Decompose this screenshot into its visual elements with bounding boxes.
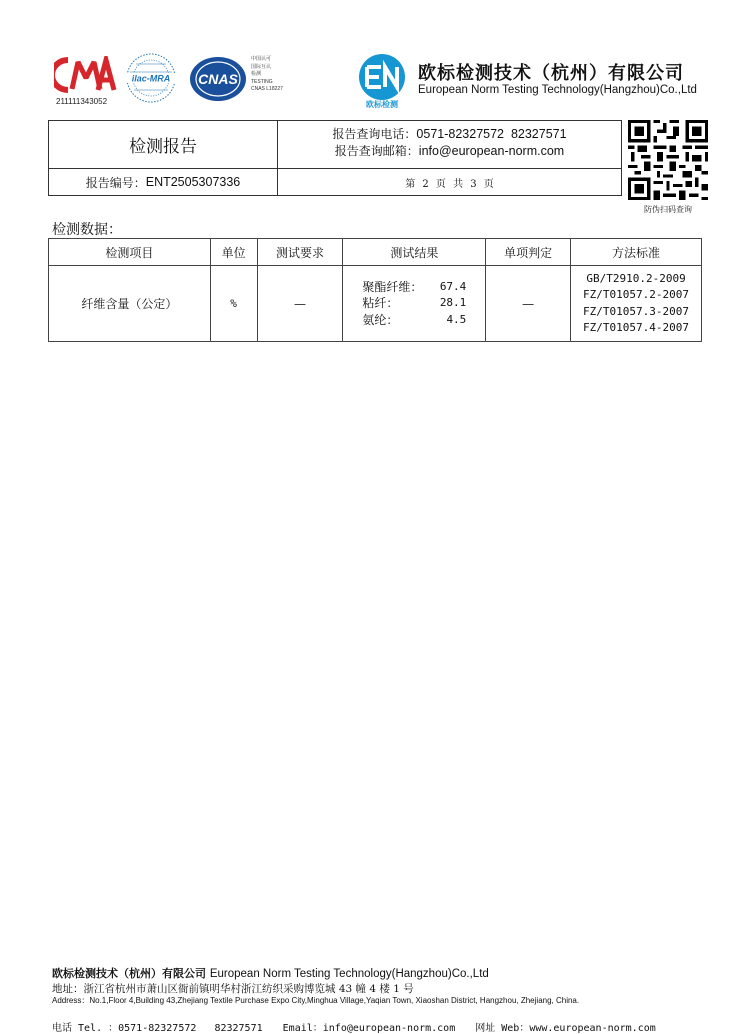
result-line bbox=[362, 279, 466, 296]
column-header: 单项判定 bbox=[486, 239, 571, 266]
page-info: 第 2 页 共 3 页 bbox=[405, 178, 494, 190]
column-header: 方法标准 bbox=[571, 239, 702, 266]
svg-text:CNAS: CNAS bbox=[198, 71, 238, 87]
test-data-table bbox=[48, 238, 702, 342]
phone-label: 报告查询电话： bbox=[332, 127, 417, 141]
company-name-en: European Norm Testing Technology(Hangzhou)Co.,Ltd bbox=[418, 84, 697, 96]
unit-cell: % bbox=[210, 266, 257, 342]
email-value: info@european-norm.com bbox=[418, 144, 565, 158]
method-list bbox=[571, 271, 701, 336]
footer-email: Email：info@european-norm.com bbox=[282, 1023, 456, 1034]
phone-value: 0571-82327572 82327571 bbox=[416, 127, 567, 141]
column-header: 检测项目 bbox=[49, 239, 211, 266]
column-header: 测试要求 bbox=[257, 239, 343, 266]
cma-number: 211111343052 bbox=[56, 97, 108, 106]
report-number-value: ENT2505307336 bbox=[145, 175, 241, 189]
footer-contact bbox=[52, 1007, 656, 1034]
report-contact bbox=[278, 126, 621, 160]
footer-company-en: European Norm Testing Technology(Hangzhou)Co.,Ltd bbox=[209, 968, 489, 980]
qr-code-icon bbox=[628, 120, 708, 200]
method-standard: FZ/T01057.3-2007 bbox=[583, 304, 690, 318]
report-header-box bbox=[48, 120, 622, 196]
footer-company-cn: 欧标检测技术（杭州）有限公司 bbox=[52, 967, 206, 980]
cnas-caption: 中国认可 国际互认 检测 TESTING CNAS L18227 bbox=[251, 56, 283, 93]
table-row bbox=[49, 266, 702, 342]
result-label: 聚酯纤维： bbox=[362, 279, 423, 294]
requirement-cell: — bbox=[257, 266, 343, 342]
cma-logo bbox=[54, 56, 118, 94]
svg-text:ilac-MRA: ilac-MRA bbox=[131, 73, 171, 84]
email-label: 报告查询邮箱： bbox=[334, 144, 419, 158]
method-standard: FZ/T01057.4-2007 bbox=[583, 320, 690, 334]
footer-address-cn: 地址：浙江省杭州市萧山区衙前镇明华村浙江纺织采购博览城 43 幢 4 楼 1 号 bbox=[52, 983, 414, 995]
ilac-mra-logo bbox=[124, 52, 178, 104]
company-name-cn: 欧标检测技术（杭州）有限公司 bbox=[418, 63, 684, 84]
result-value: 4.5 bbox=[446, 312, 467, 326]
method-cell bbox=[571, 266, 702, 342]
test-item-cell: 纤维含量（公定） bbox=[49, 266, 211, 342]
qr-caption: 防伪扫码查询 bbox=[644, 205, 692, 214]
cnas-logo bbox=[188, 55, 248, 103]
report-number bbox=[49, 169, 277, 195]
result-line bbox=[362, 295, 466, 312]
result-cell bbox=[343, 266, 486, 342]
result-value: 28.1 bbox=[439, 296, 467, 310]
footer-address-en: Address：No.1,Floor 4,Building 43,Zhejiang Textile Purchase Expo City,Minghua Village,Yaqian Town, Xiaoshan District, Hangzhou, Zhejiang, China. bbox=[52, 996, 580, 1005]
report-number-label: 报告编号： bbox=[85, 175, 146, 190]
result-line bbox=[362, 312, 466, 329]
result-label: 氨纶： bbox=[362, 312, 399, 327]
table-header-row bbox=[49, 239, 702, 266]
footer-company bbox=[52, 965, 489, 981]
judgement-cell: — bbox=[486, 266, 571, 342]
footer-web: 网址 Web：www.european-norm.com bbox=[475, 1023, 656, 1034]
column-header: 单位 bbox=[210, 239, 257, 266]
section-title: 检测数据： bbox=[52, 222, 122, 238]
result-list bbox=[362, 279, 466, 329]
result-value: 67.4 bbox=[439, 279, 467, 293]
column-header: 测试结果 bbox=[343, 239, 486, 266]
result-label: 粘纤： bbox=[362, 296, 399, 311]
en-logo-caption: 欧标检测 bbox=[366, 100, 398, 109]
footer-tel: 电话 Tel. ：0571-82327572 82327571 bbox=[52, 1023, 263, 1034]
report-title: 检测报告 bbox=[129, 137, 197, 157]
method-standard: GB/T2910.2-2009 bbox=[586, 271, 686, 285]
method-standard: FZ/T01057.2-2007 bbox=[583, 288, 690, 302]
